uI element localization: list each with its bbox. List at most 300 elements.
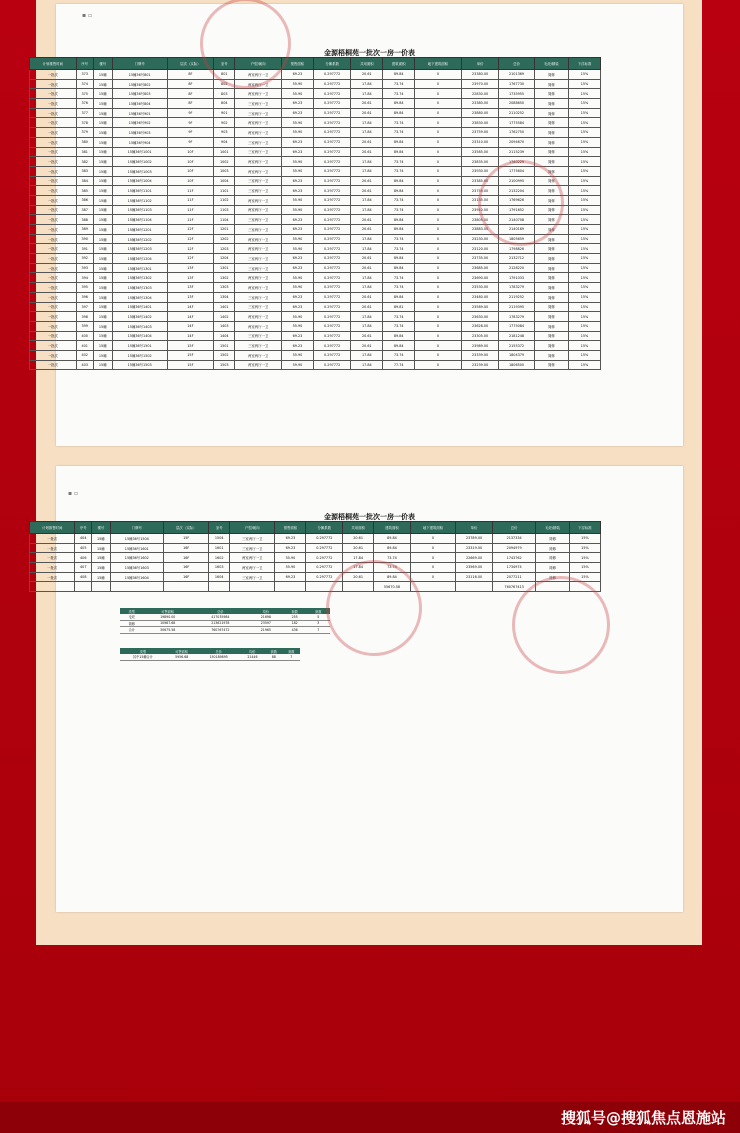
table-cell: 一批次 xyxy=(30,166,77,176)
table-cell: 1798826 xyxy=(499,244,534,254)
table-cell: 23530.00 xyxy=(461,283,499,293)
table-cell: 一批次 xyxy=(30,263,77,273)
table-cell: 简修 xyxy=(534,215,568,225)
column-header: 计划推售时间 xyxy=(30,58,77,70)
table-cell: 1104 xyxy=(214,215,235,225)
table-cell: 2155372 xyxy=(499,341,534,351)
table-row xyxy=(30,341,601,351)
scan-mark: ▪ ▫ xyxy=(82,12,93,19)
table-cell: 20.61 xyxy=(351,108,383,118)
table-cell: 89.84 xyxy=(383,341,415,351)
table-cell: 17.84 xyxy=(351,360,383,370)
table-cell: 0 xyxy=(415,108,462,118)
column-header: 楼号 xyxy=(92,522,111,534)
table-cell xyxy=(209,582,230,592)
table-cell: 15% xyxy=(569,360,601,370)
table-cell: 395 xyxy=(76,283,93,293)
table-cell: 9F xyxy=(167,108,214,118)
table-cell: 1806500 xyxy=(499,360,534,370)
table-cell: 0.297772 xyxy=(313,176,351,186)
table-row xyxy=(30,302,601,312)
table-cell: 1504 xyxy=(209,534,230,544)
table-cell: 73.74 xyxy=(374,553,411,563)
column-header: 地下建筑面积 xyxy=(415,58,462,70)
table-cell: 15幢36号1504 xyxy=(110,534,163,544)
summary-header: 均价 xyxy=(249,608,283,614)
table-cell: 简修 xyxy=(534,128,568,138)
table-row xyxy=(30,118,601,128)
table-cell: 一批次 xyxy=(30,563,75,573)
table-row xyxy=(120,654,300,660)
table-cell: 15幢36号1302 xyxy=(112,273,167,283)
table-cell: 23120.00 xyxy=(461,244,499,254)
table-cell: 2094979 xyxy=(492,543,536,553)
table-cell: 379 xyxy=(76,128,93,138)
table-cell: 三室两厅一卫 xyxy=(235,302,282,312)
table-cell: 89.84 xyxy=(383,292,415,302)
table-cell: 0.297772 xyxy=(313,292,351,302)
table-cell: 1003 xyxy=(214,166,235,176)
table-cell: 0.297772 xyxy=(306,543,343,553)
table-cell: 384 xyxy=(76,176,93,186)
table-cell: 69.23 xyxy=(282,254,314,264)
table-cell: 15幢 xyxy=(93,302,112,312)
table-cell: 15幢36号1404 xyxy=(112,331,167,341)
table-cell: 1302 xyxy=(214,273,235,283)
table-cell: 17.84 xyxy=(351,89,383,99)
table-cell: 0.297772 xyxy=(313,195,351,205)
table-cell: 55670.58 xyxy=(374,582,411,592)
table-cell: 13F xyxy=(167,273,214,283)
table-cell: 15% xyxy=(569,563,600,573)
table-cell: 0 xyxy=(415,166,462,176)
table-cell: 15幢 xyxy=(93,108,112,118)
table-row xyxy=(30,99,601,109)
table-cell: 一批次 xyxy=(30,572,75,582)
table-cell: 1783279 xyxy=(499,283,534,293)
table-cell: 16F xyxy=(163,563,208,573)
table-cell: 0 xyxy=(415,215,462,225)
table-cell: 73.74 xyxy=(383,79,415,89)
table-cell: 0 xyxy=(415,79,462,89)
table-cell: 89.84 xyxy=(383,254,415,264)
table-cell: 8F xyxy=(167,99,214,109)
table-cell: 15% xyxy=(569,350,601,360)
table-cell: 1001 xyxy=(214,147,235,157)
table-cell: 59.90 xyxy=(282,360,314,370)
column-header: 户型/朝向 xyxy=(229,522,274,534)
table-cell: 17.84 xyxy=(351,283,383,293)
table-cell: 15% xyxy=(569,273,601,283)
table-cell: 1762750 xyxy=(499,128,534,138)
table-cell: 20.61 xyxy=(343,534,374,544)
table-cell: 一批次 xyxy=(30,195,77,205)
table-cell: 1204 xyxy=(214,254,235,264)
table-cell: 15F xyxy=(163,534,208,544)
table-cell: 0 xyxy=(410,534,455,544)
table-cell: 89.84 xyxy=(383,225,415,235)
table-cell: 简修 xyxy=(534,166,568,176)
table-cell: 0.297772 xyxy=(313,118,351,128)
table-cell: 23585.00 xyxy=(461,147,499,157)
table-cell: 2137334 xyxy=(492,534,536,544)
table-row xyxy=(30,572,601,582)
table-cell: 15% xyxy=(569,331,601,341)
table-cell: 15幢36号1003 xyxy=(112,166,167,176)
table-cell: 23735.00 xyxy=(461,254,499,264)
table-cell: 三室两厅一卫 xyxy=(235,331,282,341)
table-cell: 17.84 xyxy=(351,79,383,89)
summary-header: 总价 xyxy=(198,648,240,654)
table-cell: 23380.00 xyxy=(461,99,499,109)
table-cell: 15幢36号1501 xyxy=(112,341,167,351)
table-cell: 1002 xyxy=(214,157,235,167)
table-cell: 69.23 xyxy=(275,543,306,553)
table-cell: 1805659 xyxy=(499,234,534,244)
table-cell: 2094670 xyxy=(499,137,534,147)
table-cell: 两室两厅一卫 xyxy=(235,283,282,293)
table-cell: 两室两厅一卫 xyxy=(235,350,282,360)
table-cell: 15% xyxy=(569,534,600,544)
table-cell: 55.90 xyxy=(282,273,314,283)
table-cell: 15幢 xyxy=(92,572,111,582)
summary-header: 套数 xyxy=(265,648,282,654)
table-cell: 73.74 xyxy=(383,118,415,128)
table-row xyxy=(30,331,601,341)
summary-header: 套数 xyxy=(283,608,307,614)
table-cell: 三室两厅一卫 xyxy=(235,137,282,147)
table-cell: 0.297772 xyxy=(313,137,351,147)
table-cell: 23239.00 xyxy=(461,360,499,370)
table-cell: 15幢36号801 xyxy=(112,70,167,80)
table-cell: 1501 xyxy=(214,341,235,351)
table-cell: 15幢 xyxy=(93,341,112,351)
table-cell: 55.90 xyxy=(282,350,314,360)
table-cell: 0 xyxy=(415,234,462,244)
table-cell: 简修 xyxy=(534,263,568,273)
table-cell: 0.297772 xyxy=(313,273,351,283)
table-cell: 55.90 xyxy=(275,563,306,573)
table-cell: 15% xyxy=(569,312,601,322)
source-watermark: 搜狐号@搜狐焦点恩施站 xyxy=(560,1109,726,1127)
table-cell: 7 xyxy=(283,654,301,660)
table-cell: 一批次 xyxy=(30,79,77,89)
table-cell: 一批次 xyxy=(30,321,77,331)
table-cell: 73.74 xyxy=(383,157,415,167)
column-header: 单价 xyxy=(461,58,499,70)
table-cell: 1603 xyxy=(209,563,230,573)
table-cell: 一批次 xyxy=(30,302,77,312)
table-cell: 15幢36号1304 xyxy=(112,292,167,302)
table-cell: 15% xyxy=(569,147,601,157)
table-cell: 20.61 xyxy=(351,147,383,157)
table-cell: 15幢 xyxy=(93,321,112,331)
table-cell: 394 xyxy=(76,273,93,283)
table-cell: 15幢36号1601 xyxy=(110,543,163,553)
table-row xyxy=(30,312,601,322)
table-cell: 0 xyxy=(415,360,462,370)
column-header: 层次（实际） xyxy=(163,522,208,534)
table-cell: 17.84 xyxy=(351,321,383,331)
table-cell: 22669.00 xyxy=(456,553,493,563)
table-cell: 一批次 xyxy=(30,234,77,244)
table-cell: 一批次 xyxy=(30,128,77,138)
table-row xyxy=(30,70,601,80)
table-cell: 两室两厅一卫 xyxy=(235,234,282,244)
table-cell: 15% xyxy=(569,302,601,312)
table-cell: 两室两厅一卫 xyxy=(235,89,282,99)
table-cell: 20.61 xyxy=(351,341,383,351)
table-cell: 404 xyxy=(75,534,92,544)
table-cell: 简修 xyxy=(534,331,568,341)
table-cell: 12F xyxy=(167,234,214,244)
table-cell: 15幢36号804 xyxy=(112,99,167,109)
table-cell: 15% xyxy=(569,341,601,351)
official-seal xyxy=(512,576,610,674)
table-row xyxy=(30,292,601,302)
table-cell: 15幢 xyxy=(93,360,112,370)
table-cell: 11F xyxy=(167,205,214,215)
table-cell: 15幢36号1201 xyxy=(112,225,167,235)
table-cell: 15幢 xyxy=(93,312,112,322)
table-cell: 0 xyxy=(415,244,462,254)
table-row xyxy=(30,254,601,264)
table-cell: 0 xyxy=(410,553,455,563)
table-cell: 1304 xyxy=(214,292,235,302)
table-cell: 三室两厅一卫 xyxy=(235,176,282,186)
table-cell: 0.297772 xyxy=(306,563,343,573)
table-cell: 15幢 xyxy=(92,553,111,563)
table-cell: 402 xyxy=(76,350,93,360)
column-header: 总价 xyxy=(499,58,534,70)
table-cell: 0 xyxy=(415,89,462,99)
table-cell: 403 xyxy=(76,360,93,370)
table-cell: 69.23 xyxy=(282,99,314,109)
table-cell: 一批次 xyxy=(30,215,77,225)
table-cell: 0.297772 xyxy=(313,263,351,273)
table-cell: 21698 xyxy=(249,614,283,620)
table-cell: 20.61 xyxy=(351,263,383,273)
table-cell: 13F xyxy=(167,263,214,273)
table-cell: 0.297772 xyxy=(313,283,351,293)
table-cell: 89.84 xyxy=(383,137,415,147)
table-cell: 简修 xyxy=(534,234,568,244)
table-cell: 三室两厅一卫 xyxy=(235,186,282,196)
table-cell: 0 xyxy=(415,128,462,138)
column-header: 层次（实际） xyxy=(167,58,214,70)
table-cell: 77.74 xyxy=(383,360,415,370)
table-cell: 简修 xyxy=(536,572,569,582)
table-cell: 23755.00 xyxy=(461,186,499,196)
summary-header: 均价 xyxy=(240,648,265,654)
table-cell: 397 xyxy=(76,302,93,312)
table-cell: 15幢36号1603 xyxy=(110,563,163,573)
table-cell: 15幢36号1604 xyxy=(110,572,163,582)
column-header: 户型/朝向 xyxy=(235,58,282,70)
table-cell: 简修 xyxy=(534,283,568,293)
table-cell: 10F xyxy=(167,157,214,167)
table-cell: 901 xyxy=(214,108,235,118)
table-cell: 15幢36号904 xyxy=(112,137,167,147)
summary-header: 类型 xyxy=(120,608,144,614)
table-cell: 15幢36号1203 xyxy=(112,244,167,254)
table-cell: 388 xyxy=(76,215,93,225)
table-cell: 1102 xyxy=(214,195,235,205)
table-cell: 23910.00 xyxy=(461,205,499,215)
table-cell: 23597 xyxy=(249,620,283,627)
table-cell: 374 xyxy=(76,79,93,89)
table-cell: 15% xyxy=(569,176,601,186)
table-cell: 1502 xyxy=(214,350,235,360)
table-cell: 1401 xyxy=(214,302,235,312)
table-cell: 0.297772 xyxy=(313,147,351,157)
table-row xyxy=(30,543,601,553)
table-cell: 73.74 xyxy=(383,244,415,254)
summary-header: 可售面积 xyxy=(166,648,198,654)
table-cell: 69.23 xyxy=(282,225,314,235)
table-cell: 408 xyxy=(75,572,92,582)
table-cell: 两室两厅一卫 xyxy=(235,273,282,283)
table-cell: 22830.00 xyxy=(461,89,499,99)
price-table-page-2 xyxy=(29,521,601,592)
table-cell: 简修 xyxy=(534,157,568,167)
table-cell: 1303 xyxy=(214,283,235,293)
table-cell: 15幢36号1503 xyxy=(112,360,167,370)
table-cell: 2101369 xyxy=(499,70,534,80)
table-cell: 255 xyxy=(283,614,307,620)
table-cell: 简修 xyxy=(534,108,568,118)
table-cell: 0 xyxy=(415,137,462,147)
table-cell: 89.84 xyxy=(383,331,415,341)
table-cell: 23569.00 xyxy=(456,563,493,573)
table-row xyxy=(30,563,601,573)
table-cell: 0.297772 xyxy=(313,254,351,264)
table-cell: 0.297772 xyxy=(313,186,351,196)
table-cell: 0 xyxy=(415,283,462,293)
table-cell: 55.90 xyxy=(282,205,314,215)
table-cell: 三室两厅一卫 xyxy=(229,534,274,544)
table-cell: 30675.58 xyxy=(144,627,192,634)
table-cell: 一批次 xyxy=(30,350,77,360)
table-cell: 三室两厅一卫 xyxy=(235,225,282,235)
table-cell: 一批次 xyxy=(30,341,77,351)
table-row xyxy=(30,147,601,157)
table-cell: 69.23 xyxy=(275,534,306,544)
column-header: 预售面积 xyxy=(275,522,306,534)
table-cell: 15幢 xyxy=(93,99,112,109)
table-cell: 15幢 xyxy=(92,543,111,553)
table-cell: 两室两厅一卫 xyxy=(229,553,274,563)
table-cell: 0.297772 xyxy=(306,534,343,544)
table-cell: 15% xyxy=(569,137,601,147)
table-cell: 简修 xyxy=(534,137,568,147)
table-cell: 20.61 xyxy=(351,186,383,196)
table-cell: 15幢36号1101 xyxy=(112,186,167,196)
table-cell: 13F xyxy=(167,283,214,293)
table-cell: 375 xyxy=(76,89,93,99)
table-cell: 0.297772 xyxy=(313,350,351,360)
table-cell: 73.74 xyxy=(383,283,415,293)
table-cell: 377 xyxy=(76,108,93,118)
table-cell: 15幢36号1202 xyxy=(112,234,167,244)
table-cell: 15幢36号1204 xyxy=(112,254,167,264)
table-cell: 801 xyxy=(214,70,235,80)
table-cell: 一批次 xyxy=(30,553,75,563)
table-cell: 15% xyxy=(569,99,601,109)
table-cell xyxy=(75,582,92,592)
summary-header: 套数 xyxy=(283,648,301,654)
table-cell: 1301 xyxy=(214,263,235,273)
table-cell: 15幢36号901 xyxy=(112,108,167,118)
table-cell: 2132204 xyxy=(499,186,534,196)
table-cell: 15幢 xyxy=(93,166,112,176)
table-cell: 简修 xyxy=(536,534,569,544)
table-cell: 0.297772 xyxy=(313,157,351,167)
table-cell: 15幢 xyxy=(93,283,112,293)
column-header: 门牌号 xyxy=(112,58,167,70)
table-cell: 1201 xyxy=(214,225,235,235)
table-cell: 1403 xyxy=(214,321,235,331)
table-cell: 一批次 xyxy=(30,254,77,264)
table-cell: 23830.00 xyxy=(461,118,499,128)
table-cell: 803 xyxy=(214,89,235,99)
table-cell: 55.90 xyxy=(282,79,314,89)
table-cell: 393 xyxy=(76,263,93,273)
table-cell: 73.74 xyxy=(383,128,415,138)
table-cell: 两室两厅一卫 xyxy=(235,79,282,89)
table-cell xyxy=(275,582,306,592)
table-cell: 两室两厅一卫 xyxy=(235,157,282,167)
table-cell: 23319.00 xyxy=(456,543,493,553)
table-cell: 0.297772 xyxy=(313,225,351,235)
table-cell: 15% xyxy=(569,283,601,293)
table-cell: 0 xyxy=(415,70,462,80)
table-cell xyxy=(163,582,208,592)
table-cell: 一批次 xyxy=(30,137,77,147)
table-cell: 69.23 xyxy=(282,263,314,273)
table-cell: 15幢 xyxy=(93,215,112,225)
table-cell: 407 xyxy=(75,563,92,573)
table-cell: 11F xyxy=(167,186,214,196)
table-cell: 15F xyxy=(167,360,214,370)
table-cell: 简修 xyxy=(534,350,568,360)
table-cell: 0 xyxy=(415,263,462,273)
table-cell: 23759.00 xyxy=(461,128,499,138)
table-cell: 1402 xyxy=(214,312,235,322)
table-cell: 23630.00 xyxy=(461,312,499,322)
official-seal xyxy=(200,0,291,89)
table-cell: 简修 xyxy=(120,620,144,627)
table-cell: 14F xyxy=(167,321,214,331)
table-cell: 21446 xyxy=(240,654,265,660)
table-cell: 15幢 xyxy=(93,147,112,157)
table-cell: 0 xyxy=(415,292,462,302)
table-cell: 21965 xyxy=(249,627,283,634)
table-cell: 23230.00 xyxy=(461,234,499,244)
table-cell: 15幢36号1602 xyxy=(110,553,163,563)
table-cell: 73.74 xyxy=(383,350,415,360)
table-cell: 简修 xyxy=(534,176,568,186)
column-header: 毛坯/精装 xyxy=(536,522,569,534)
table-cell: 一批次 xyxy=(30,543,75,553)
table-row xyxy=(30,89,601,99)
table-cell: 简修 xyxy=(534,273,568,283)
table-cell: 55.90 xyxy=(282,312,314,322)
table-cell: 903 xyxy=(214,128,235,138)
column-header: 预售面积 xyxy=(282,58,314,70)
column-header: 地下建筑面积 xyxy=(410,522,455,534)
table-cell: 69.23 xyxy=(282,147,314,157)
